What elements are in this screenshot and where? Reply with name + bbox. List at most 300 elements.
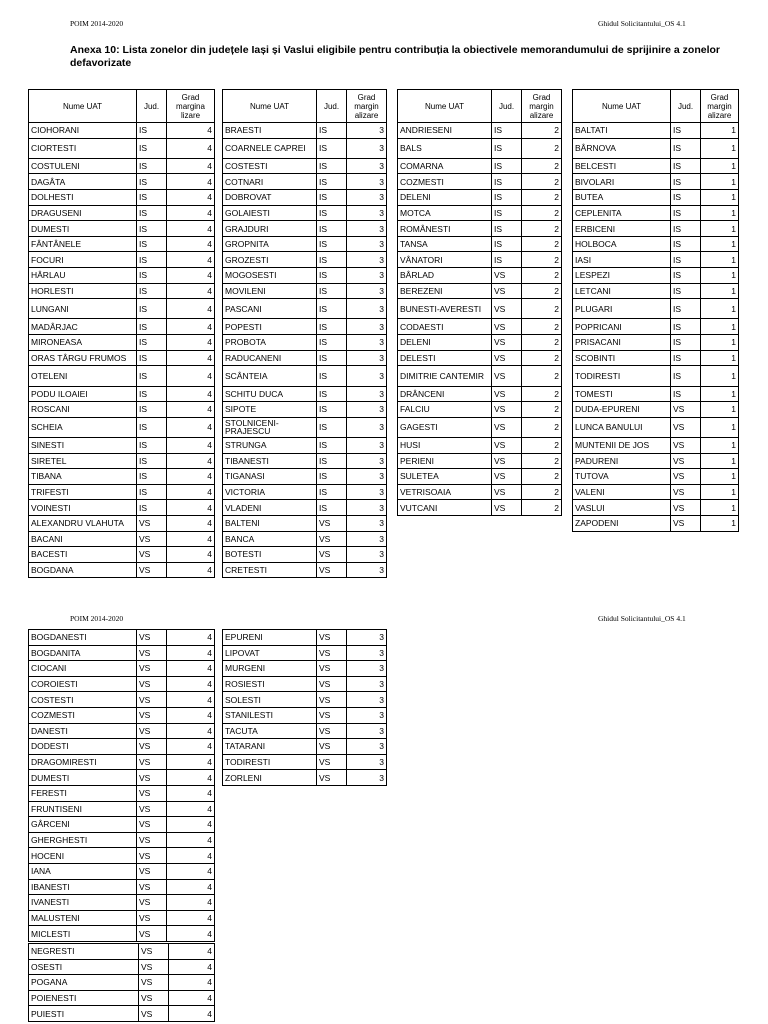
grade-cell: 4 bbox=[167, 661, 215, 677]
grade-cell: 4 bbox=[167, 500, 215, 516]
table-row bbox=[29, 645, 215, 661]
table-row bbox=[223, 723, 387, 739]
county-cell: IS bbox=[317, 268, 347, 284]
uat-name-cell: TOMESTI bbox=[573, 386, 671, 402]
table-row bbox=[223, 236, 387, 252]
grade-cell: 4 bbox=[167, 630, 215, 646]
grade-cell: 1 bbox=[701, 386, 739, 402]
grade-cell: 1 bbox=[701, 174, 739, 190]
grade-cell: 1 bbox=[701, 236, 739, 252]
grade-cell: 4 bbox=[167, 453, 215, 469]
uat-name-cell: IBANESTI bbox=[29, 879, 137, 895]
uat-name-cell: SCHITU DUCA bbox=[223, 386, 317, 402]
county-cell: VS bbox=[137, 676, 167, 692]
grade-cell: 2 bbox=[522, 138, 562, 158]
grade-cell: 4 bbox=[167, 138, 215, 158]
uat-name-cell: RADUCANENI bbox=[223, 350, 317, 366]
table-row bbox=[29, 754, 215, 770]
table-row bbox=[398, 453, 562, 469]
uat-name-cell: HÂRLAU bbox=[29, 268, 137, 284]
table-row bbox=[398, 366, 562, 386]
uat-name-cell: HOLBOCA bbox=[573, 236, 671, 252]
county-cell: IS bbox=[317, 437, 347, 453]
county-cell: VS bbox=[139, 959, 169, 975]
grade-cell: 4 bbox=[167, 469, 215, 485]
county-cell: VS bbox=[317, 739, 347, 755]
grade-cell: 4 bbox=[167, 832, 215, 848]
column-header-name: Nume UAT bbox=[398, 90, 492, 123]
uat-name-cell: DELENI bbox=[398, 190, 492, 206]
grade-cell: 4 bbox=[167, 879, 215, 895]
grade-cell: 4 bbox=[167, 158, 215, 174]
grade-cell: 3 bbox=[347, 692, 387, 708]
table-row bbox=[398, 283, 562, 299]
county-cell: VS bbox=[671, 417, 701, 437]
uat-name-cell: GAGESTI bbox=[398, 417, 492, 437]
uat-name-cell: IANA bbox=[29, 863, 137, 879]
table-row bbox=[573, 402, 739, 418]
table-row bbox=[223, 469, 387, 485]
table-row bbox=[29, 661, 215, 677]
grade-cell: 4 bbox=[169, 1006, 215, 1022]
table-row bbox=[29, 562, 215, 578]
table-grade-4-continued-2 bbox=[28, 943, 215, 1022]
grade-cell: 3 bbox=[347, 630, 387, 646]
county-cell: VS bbox=[137, 848, 167, 864]
grade-cell: 3 bbox=[347, 770, 387, 786]
grade-cell: 2 bbox=[522, 484, 562, 500]
uat-name-cell: ERBICENI bbox=[573, 221, 671, 237]
uat-name-cell: COTNARI bbox=[223, 174, 317, 190]
table-row bbox=[29, 1006, 215, 1022]
table-row bbox=[573, 299, 739, 319]
uat-name-cell: COROIESTI bbox=[29, 676, 137, 692]
header-right-page2: Ghidul Solicitantului_OS 4.1 bbox=[598, 614, 686, 623]
table-row bbox=[573, 469, 739, 485]
uat-name-cell: BALTENI bbox=[223, 515, 317, 531]
table-row bbox=[223, 645, 387, 661]
county-cell: VS bbox=[137, 832, 167, 848]
table-row bbox=[398, 469, 562, 485]
uat-name-cell: SINESTI bbox=[29, 437, 137, 453]
grade-cell: 3 bbox=[347, 531, 387, 547]
county-cell: IS bbox=[492, 205, 522, 221]
county-cell: VS bbox=[492, 484, 522, 500]
table-row bbox=[223, 350, 387, 366]
uat-name-cell: BUNESTI-AVERESTI bbox=[398, 299, 492, 319]
county-cell: VS bbox=[492, 417, 522, 437]
grade-cell: 4 bbox=[167, 801, 215, 817]
county-cell: VS bbox=[137, 770, 167, 786]
table-row bbox=[223, 268, 387, 284]
table-row bbox=[573, 190, 739, 206]
grade-cell: 2 bbox=[522, 453, 562, 469]
county-cell: VS bbox=[139, 990, 169, 1006]
header-left-page2: POIM 2014-2020 bbox=[70, 614, 124, 623]
county-cell: IS bbox=[137, 402, 167, 418]
county-cell: IS bbox=[671, 386, 701, 402]
county-cell: VS bbox=[317, 661, 347, 677]
table-row bbox=[223, 453, 387, 469]
grade-cell: 3 bbox=[347, 469, 387, 485]
grade-cell: 4 bbox=[169, 990, 215, 1006]
table-row bbox=[29, 770, 215, 786]
county-cell: VS bbox=[137, 547, 167, 563]
table-row bbox=[398, 123, 562, 139]
grade-cell: 3 bbox=[347, 562, 387, 578]
table-row bbox=[223, 158, 387, 174]
uat-name-cell: LUNGANI bbox=[29, 299, 137, 319]
table-row bbox=[29, 500, 215, 516]
grade-cell: 4 bbox=[167, 515, 215, 531]
table-row bbox=[29, 174, 215, 190]
table-row bbox=[223, 335, 387, 351]
table-row bbox=[29, 350, 215, 366]
table-row bbox=[29, 630, 215, 646]
grade-cell: 2 bbox=[522, 319, 562, 335]
county-cell: VS bbox=[317, 707, 347, 723]
table-row bbox=[29, 959, 215, 975]
table-row bbox=[223, 190, 387, 206]
county-cell: IS bbox=[317, 252, 347, 268]
grade-cell: 3 bbox=[347, 484, 387, 500]
county-cell: VS bbox=[317, 754, 347, 770]
grade-cell: 4 bbox=[167, 926, 215, 942]
uat-name-cell: MALUSTENI bbox=[29, 910, 137, 926]
grade-cell: 1 bbox=[701, 417, 739, 437]
uat-name-cell: ROMÂNESTI bbox=[398, 221, 492, 237]
uat-name-cell: ANDRIESENI bbox=[398, 123, 492, 139]
grade-cell: 3 bbox=[347, 453, 387, 469]
uat-name-cell: DUDA-EPURENI bbox=[573, 402, 671, 418]
table-row bbox=[29, 832, 215, 848]
county-cell: IS bbox=[137, 283, 167, 299]
uat-name-cell: VASLUI bbox=[573, 500, 671, 516]
grade-cell: 2 bbox=[522, 252, 562, 268]
uat-name-cell: MURGENI bbox=[223, 661, 317, 677]
uat-name-cell: BELCESTI bbox=[573, 158, 671, 174]
table-grade-3-continued bbox=[222, 629, 387, 786]
grade-cell: 3 bbox=[347, 676, 387, 692]
uat-name-cell: ORAS TÂRGU FRUMOS bbox=[29, 350, 137, 366]
table-row bbox=[29, 268, 215, 284]
table-row bbox=[223, 123, 387, 139]
county-cell: IS bbox=[317, 205, 347, 221]
county-cell: VS bbox=[137, 739, 167, 755]
grade-cell: 2 bbox=[522, 174, 562, 190]
grade-cell: 4 bbox=[169, 944, 215, 960]
grade-cell: 3 bbox=[347, 500, 387, 516]
grade-cell: 4 bbox=[167, 268, 215, 284]
grade-cell: 4 bbox=[167, 785, 215, 801]
table-row bbox=[398, 299, 562, 319]
table-row bbox=[398, 484, 562, 500]
grade-cell: 2 bbox=[522, 469, 562, 485]
county-cell: IS bbox=[137, 437, 167, 453]
uat-name-cell: GHERGHESTI bbox=[29, 832, 137, 848]
grade-cell: 3 bbox=[347, 386, 387, 402]
table-row bbox=[29, 692, 215, 708]
column-header-county: Jud. bbox=[137, 90, 167, 123]
county-cell: IS bbox=[492, 174, 522, 190]
grade-cell: 1 bbox=[701, 437, 739, 453]
county-cell: VS bbox=[137, 863, 167, 879]
county-cell: VS bbox=[137, 910, 167, 926]
table-row bbox=[29, 547, 215, 563]
county-cell: VS bbox=[671, 469, 701, 485]
grade-cell: 3 bbox=[347, 350, 387, 366]
county-cell: IS bbox=[671, 283, 701, 299]
county-cell: VS bbox=[492, 500, 522, 516]
county-cell: IS bbox=[317, 500, 347, 516]
table-row bbox=[223, 515, 387, 531]
county-cell: VS bbox=[492, 319, 522, 335]
grade-cell: 2 bbox=[522, 366, 562, 386]
table-header-row bbox=[573, 90, 739, 123]
county-cell: VS bbox=[317, 645, 347, 661]
grade-cell: 1 bbox=[701, 500, 739, 516]
county-cell: VS bbox=[137, 801, 167, 817]
grade-cell: 1 bbox=[701, 158, 739, 174]
uat-name-cell: POPESTI bbox=[223, 319, 317, 335]
grade-cell: 3 bbox=[347, 754, 387, 770]
uat-name-cell: POPRICANI bbox=[573, 319, 671, 335]
table-row bbox=[29, 975, 215, 991]
grade-cell: 3 bbox=[347, 299, 387, 319]
county-cell: IS bbox=[671, 350, 701, 366]
page-title: Anexa 10: Lista zonelor din județele Iași și Vaslui eligibile pentru contribuția la obiectivele memorandumului de sprijinire a zonelor defavorizate bbox=[70, 44, 720, 69]
uat-name-cell: BOTESTI bbox=[223, 547, 317, 563]
table-row bbox=[223, 174, 387, 190]
table-row bbox=[223, 366, 387, 386]
county-cell: IS bbox=[671, 221, 701, 237]
table-row bbox=[29, 515, 215, 531]
county-cell: VS bbox=[137, 645, 167, 661]
uat-name-cell: DRÂNCENI bbox=[398, 386, 492, 402]
grade-cell: 3 bbox=[347, 661, 387, 677]
uat-name-cell: IVANESTI bbox=[29, 895, 137, 911]
county-cell: VS bbox=[492, 386, 522, 402]
grade-cell: 4 bbox=[167, 205, 215, 221]
grade-cell: 1 bbox=[701, 283, 739, 299]
uat-name-cell: SIRETEL bbox=[29, 453, 137, 469]
uat-name-cell: BÂRNOVA bbox=[573, 138, 671, 158]
grade-cell: 3 bbox=[347, 205, 387, 221]
uat-name-cell: VLADENI bbox=[223, 500, 317, 516]
grade-cell: 4 bbox=[167, 221, 215, 237]
uat-name-cell: PERIENI bbox=[398, 453, 492, 469]
county-cell: VS bbox=[317, 562, 347, 578]
uat-name-cell: COSTESTI bbox=[29, 692, 137, 708]
uat-name-cell: GROPNITA bbox=[223, 236, 317, 252]
grade-cell: 4 bbox=[167, 848, 215, 864]
uat-name-cell: ALEXANDRU VLAHUTA bbox=[29, 515, 137, 531]
grade-cell: 4 bbox=[167, 236, 215, 252]
table-row bbox=[29, 944, 215, 960]
uat-name-cell: BÂRLAD bbox=[398, 268, 492, 284]
county-cell: IS bbox=[492, 252, 522, 268]
grade-cell: 3 bbox=[347, 138, 387, 158]
county-cell: IS bbox=[137, 386, 167, 402]
uat-name-cell: CRETESTI bbox=[223, 562, 317, 578]
grade-cell: 2 bbox=[522, 437, 562, 453]
county-cell: IS bbox=[137, 453, 167, 469]
county-cell: VS bbox=[671, 515, 701, 531]
county-cell: IS bbox=[671, 319, 701, 335]
grade-cell: 3 bbox=[347, 437, 387, 453]
county-cell: IS bbox=[137, 319, 167, 335]
county-cell: IS bbox=[671, 366, 701, 386]
grade-cell: 4 bbox=[167, 676, 215, 692]
county-cell: VS bbox=[137, 661, 167, 677]
uat-name-cell: DANESTI bbox=[29, 723, 137, 739]
table-row bbox=[29, 190, 215, 206]
uat-name-cell: CODAESTI bbox=[398, 319, 492, 335]
uat-name-cell: BALTATI bbox=[573, 123, 671, 139]
uat-name-cell: BACESTI bbox=[29, 547, 137, 563]
uat-name-cell: PROBOTA bbox=[223, 335, 317, 351]
county-cell: VS bbox=[492, 283, 522, 299]
table-row bbox=[573, 335, 739, 351]
county-cell: IS bbox=[137, 236, 167, 252]
grade-cell: 3 bbox=[347, 645, 387, 661]
uat-name-cell: DELENI bbox=[398, 335, 492, 351]
uat-name-cell: MIRONEASA bbox=[29, 335, 137, 351]
grade-cell: 4 bbox=[167, 910, 215, 926]
table-row bbox=[223, 205, 387, 221]
table-row bbox=[573, 366, 739, 386]
uat-name-cell: BUTEA bbox=[573, 190, 671, 206]
county-cell: VS bbox=[137, 785, 167, 801]
table-row bbox=[223, 630, 387, 646]
column-header-grade: Grad margin alizare bbox=[347, 90, 387, 123]
uat-name-cell: PLUGARI bbox=[573, 299, 671, 319]
uat-name-cell: SCHEIA bbox=[29, 417, 137, 437]
uat-name-cell: VICTORIA bbox=[223, 484, 317, 500]
table-row bbox=[29, 676, 215, 692]
table-row bbox=[29, 386, 215, 402]
header-right: Ghidul Solicitantului_OS 4.1 bbox=[598, 19, 686, 28]
county-cell: VS bbox=[492, 335, 522, 351]
county-cell: VS bbox=[671, 402, 701, 418]
uat-name-cell: DUMESTI bbox=[29, 221, 137, 237]
table-row bbox=[29, 283, 215, 299]
grade-cell: 1 bbox=[701, 350, 739, 366]
grade-cell: 4 bbox=[167, 895, 215, 911]
uat-name-cell: FÂNTÂNELE bbox=[29, 236, 137, 252]
grade-cell: 3 bbox=[347, 319, 387, 335]
county-cell: IS bbox=[317, 386, 347, 402]
county-cell: VS bbox=[137, 926, 167, 942]
county-cell: IS bbox=[671, 205, 701, 221]
uat-name-cell: GRAJDURI bbox=[223, 221, 317, 237]
county-cell: IS bbox=[317, 299, 347, 319]
table-row bbox=[29, 158, 215, 174]
grade-cell: 2 bbox=[522, 350, 562, 366]
column-header-grade: Grad margin alizare bbox=[522, 90, 562, 123]
county-cell: VS bbox=[137, 723, 167, 739]
grade-cell: 2 bbox=[522, 500, 562, 516]
county-cell: VS bbox=[492, 268, 522, 284]
uat-name-cell: TATARANI bbox=[223, 739, 317, 755]
county-cell: VS bbox=[671, 484, 701, 500]
grade-cell: 4 bbox=[167, 547, 215, 563]
county-cell: IS bbox=[137, 500, 167, 516]
county-cell: IS bbox=[137, 221, 167, 237]
county-cell: VS bbox=[492, 437, 522, 453]
column-header-county: Jud. bbox=[492, 90, 522, 123]
uat-name-cell: TUTOVA bbox=[573, 469, 671, 485]
table-row bbox=[398, 174, 562, 190]
uat-name-cell: ROSIESTI bbox=[223, 676, 317, 692]
column-header-county: Jud. bbox=[671, 90, 701, 123]
county-cell: IS bbox=[317, 350, 347, 366]
uat-name-cell: FOCURI bbox=[29, 252, 137, 268]
grade-cell: 4 bbox=[167, 484, 215, 500]
grade-cell: 2 bbox=[522, 205, 562, 221]
grade-cell: 4 bbox=[167, 299, 215, 319]
uat-name-cell: MOGOSESTI bbox=[223, 268, 317, 284]
uat-name-cell: VOINESTI bbox=[29, 500, 137, 516]
table-row bbox=[29, 990, 215, 1006]
grade-cell: 1 bbox=[701, 335, 739, 351]
uat-name-cell: BANCA bbox=[223, 531, 317, 547]
uat-name-cell: MICLESTI bbox=[29, 926, 137, 942]
grade-cell: 3 bbox=[347, 268, 387, 284]
grade-cell: 2 bbox=[522, 158, 562, 174]
county-cell: VS bbox=[671, 437, 701, 453]
table-row bbox=[29, 785, 215, 801]
grade-cell: 3 bbox=[347, 417, 387, 437]
table-row bbox=[223, 754, 387, 770]
uat-name-cell: TIGANASI bbox=[223, 469, 317, 485]
grade-cell: 4 bbox=[167, 531, 215, 547]
uat-name-cell: TANSA bbox=[398, 236, 492, 252]
table-row bbox=[573, 283, 739, 299]
grade-cell: 1 bbox=[701, 299, 739, 319]
uat-name-cell: SULETEA bbox=[398, 469, 492, 485]
table-row bbox=[223, 547, 387, 563]
uat-name-cell: COZMESTI bbox=[398, 174, 492, 190]
grade-cell: 4 bbox=[167, 283, 215, 299]
table-row bbox=[398, 402, 562, 418]
county-cell: IS bbox=[137, 484, 167, 500]
column-header-name: Nume UAT bbox=[573, 90, 671, 123]
table-grade-2 bbox=[397, 89, 562, 516]
table-row bbox=[398, 335, 562, 351]
grade-cell: 4 bbox=[167, 350, 215, 366]
county-cell: IS bbox=[317, 417, 347, 437]
column-header-name: Nume UAT bbox=[29, 90, 137, 123]
table-header-row bbox=[398, 90, 562, 123]
grade-cell: 2 bbox=[522, 221, 562, 237]
table-row bbox=[573, 221, 739, 237]
county-cell: IS bbox=[317, 236, 347, 252]
grade-cell: 4 bbox=[167, 319, 215, 335]
grade-cell: 4 bbox=[167, 402, 215, 418]
table-row bbox=[29, 926, 215, 942]
grade-cell: 1 bbox=[701, 123, 739, 139]
county-cell: VS bbox=[492, 469, 522, 485]
uat-name-cell: OSESTI bbox=[29, 959, 139, 975]
county-cell: VS bbox=[492, 453, 522, 469]
table-row bbox=[29, 402, 215, 418]
grade-cell: 1 bbox=[701, 402, 739, 418]
uat-name-cell: MOTCA bbox=[398, 205, 492, 221]
uat-name-cell: LESPEZI bbox=[573, 268, 671, 284]
uat-name-cell: COARNELE CAPREI bbox=[223, 138, 317, 158]
column-header-name: Nume UAT bbox=[223, 90, 317, 123]
